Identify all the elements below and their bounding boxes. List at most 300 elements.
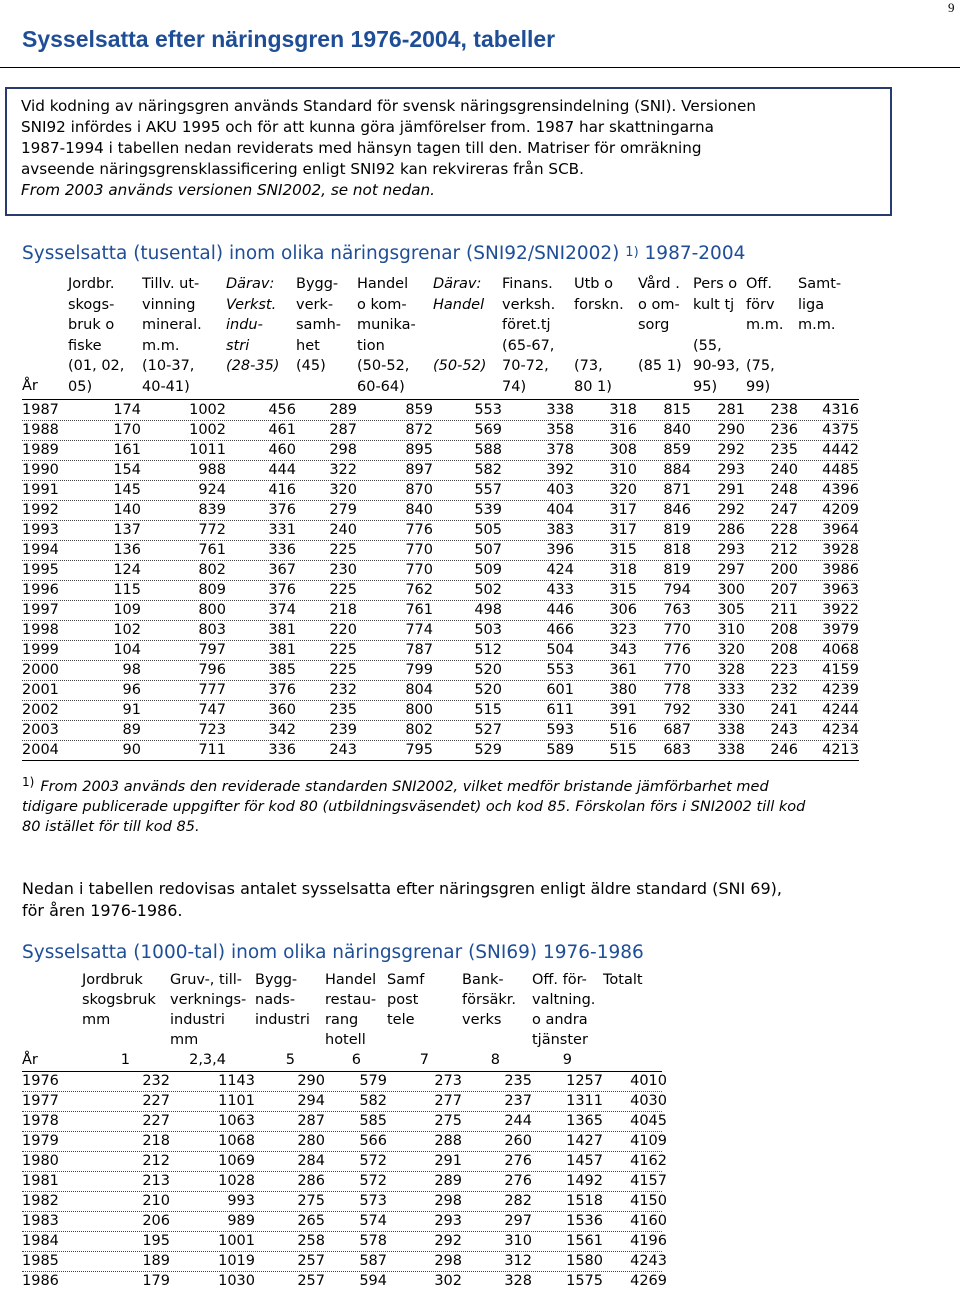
table1-value-cell: 802 bbox=[198, 562, 226, 578]
table1-value-cell: 4244 bbox=[822, 702, 859, 718]
table1-value-cell: 316 bbox=[609, 422, 637, 438]
table1-header-text: o om- bbox=[638, 296, 680, 313]
table1-value-cell: 90 bbox=[122, 742, 141, 758]
table1-header-text: Finans. bbox=[502, 276, 553, 292]
info-line: avseende näringsgrensklassificering enligt SNI92 kan rekvireras från SCB. bbox=[21, 160, 584, 178]
table1-year-cell: 2003 bbox=[22, 722, 59, 738]
table1-value-cell: 502 bbox=[474, 582, 502, 598]
table2-value-cell: 210 bbox=[142, 1193, 170, 1209]
table1-year-cell: 2002 bbox=[22, 702, 59, 718]
table2-code-header: 8 bbox=[490, 1052, 500, 1068]
table1-value-cell: 154 bbox=[113, 462, 141, 478]
table1-value-cell: 381 bbox=[268, 642, 296, 658]
table1-header-text: samh- bbox=[296, 317, 341, 333]
table1-value-cell: 498 bbox=[474, 602, 502, 618]
table1-value-cell: 318 bbox=[609, 562, 637, 578]
table1-header-text: Jordbr. bbox=[68, 276, 115, 292]
table1-value-cell: 787 bbox=[405, 642, 433, 658]
table1-value-cell: 403 bbox=[546, 482, 574, 498]
table1-value-cell: 292 bbox=[717, 502, 745, 518]
table1-value-cell: 381 bbox=[268, 622, 296, 638]
table1-value-cell: 1002 bbox=[189, 402, 226, 418]
table2-value-cell: 1580 bbox=[566, 1253, 603, 1269]
table1-row-divider bbox=[22, 480, 859, 481]
table2-header-text: Jordbruk bbox=[82, 972, 143, 988]
table2-value-cell: 276 bbox=[504, 1173, 532, 1189]
table1-value-cell: 360 bbox=[268, 702, 296, 718]
table1-value-cell: 747 bbox=[198, 702, 226, 718]
table1-year-cell: 1992 bbox=[22, 502, 59, 518]
table1-value-cell: 761 bbox=[198, 542, 226, 558]
table1-value-cell: 895 bbox=[405, 442, 433, 458]
table1-value-cell: 300 bbox=[717, 582, 745, 598]
table2-header-text: Bank- bbox=[462, 972, 504, 988]
table2-row-divider bbox=[22, 1251, 662, 1252]
table1-value-cell: 504 bbox=[546, 642, 574, 658]
table1-header-text: 70-72, bbox=[502, 358, 549, 374]
table1-value-cell: 815 bbox=[663, 402, 691, 418]
table1-value-cell: 4396 bbox=[822, 482, 859, 498]
table2-value-cell: 276 bbox=[504, 1153, 532, 1169]
table1-value-cell: 460 bbox=[268, 442, 296, 458]
table1-value-cell: 336 bbox=[268, 542, 296, 558]
table1-value-cell: 507 bbox=[474, 542, 502, 558]
table2-year-cell: 1981 bbox=[22, 1173, 59, 1189]
table2-value-cell: 293 bbox=[434, 1213, 462, 1229]
table1-value-cell: 4068 bbox=[822, 642, 859, 658]
table2-value-cell: 1427 bbox=[566, 1133, 603, 1149]
table1-title-footnote-marker: 1) bbox=[625, 245, 639, 260]
table1-header-text: (01, 02, bbox=[68, 358, 125, 374]
table1-header-text: förv bbox=[746, 296, 775, 313]
table2-value-cell: 1575 bbox=[566, 1273, 603, 1289]
table1-value-cell: 794 bbox=[663, 582, 691, 598]
table2-value-cell: 1068 bbox=[218, 1133, 255, 1149]
table2-value-cell: 1028 bbox=[218, 1173, 255, 1189]
table1-header-text: Pers o bbox=[693, 276, 738, 292]
table1-header-text: (73, bbox=[574, 358, 603, 374]
table1-value-cell: 96 bbox=[122, 682, 141, 698]
table1-header-text: skogs- bbox=[68, 296, 115, 313]
table1-header-text: Off. bbox=[746, 276, 773, 292]
table2-year-cell: 1982 bbox=[22, 1193, 59, 1209]
table1-value-cell: 762 bbox=[405, 582, 433, 598]
table2-header-text: tjänster bbox=[532, 1032, 588, 1048]
table1-year-cell: 1996 bbox=[22, 582, 59, 598]
table1-value-cell: 248 bbox=[770, 482, 798, 498]
table1-year-cell: 1997 bbox=[22, 602, 59, 618]
table1-value-cell: 444 bbox=[268, 462, 296, 478]
table1-value-cell: 306 bbox=[609, 602, 637, 618]
table1-value-cell: 795 bbox=[405, 742, 433, 758]
table1-value-cell: 292 bbox=[717, 442, 745, 458]
info-line: SNI92 infördes i AKU 1995 och för att kunna göra jämförelser from. 1987 har skattningarna bbox=[21, 118, 714, 136]
table1-value-cell: 174 bbox=[113, 402, 141, 418]
table1-value-cell: 509 bbox=[474, 562, 502, 578]
table2-value-cell: 594 bbox=[359, 1273, 387, 1289]
table2-value-cell: 1143 bbox=[218, 1073, 255, 1089]
table2-value-cell: 4030 bbox=[630, 1093, 667, 1109]
table1-value-cell: 109 bbox=[113, 602, 141, 618]
table1-value-cell: 287 bbox=[329, 422, 357, 438]
table1-value-cell: 461 bbox=[268, 422, 296, 438]
table1-value-cell: 338 bbox=[717, 742, 745, 758]
table1-value-cell: 228 bbox=[770, 522, 798, 538]
table1-value-cell: 4316 bbox=[822, 402, 859, 418]
paragraph-line: Nedan i tabellen redovisas antalet sysselsatta efter näringsgren enligt äldre standard (SNI 69), bbox=[22, 879, 782, 898]
table2-value-cell: 275 bbox=[434, 1113, 462, 1129]
table1-header-text: (65-67, bbox=[502, 337, 555, 354]
table1-value-cell: 308 bbox=[609, 442, 637, 458]
table1-value-cell: 218 bbox=[329, 602, 357, 618]
table2-code-header: 1 bbox=[120, 1052, 130, 1068]
table1-header-text: Vård . bbox=[638, 276, 680, 292]
table2-row-divider bbox=[22, 1111, 662, 1112]
table1-value-cell: 331 bbox=[268, 522, 296, 538]
table1-value-cell: 3964 bbox=[822, 522, 859, 538]
table1-value-cell: 529 bbox=[474, 742, 502, 758]
table1-header-text: Verkst. bbox=[226, 296, 277, 313]
table2-value-cell: 572 bbox=[359, 1153, 387, 1169]
table1-value-cell: 170 bbox=[113, 422, 141, 438]
table1-value-cell: 4442 bbox=[822, 442, 859, 458]
table2-value-cell: 4157 bbox=[630, 1173, 667, 1189]
footnote-marker: 1) bbox=[22, 775, 35, 789]
table1-value-cell: 512 bbox=[474, 642, 502, 658]
table1-value-cell: 320 bbox=[609, 482, 637, 498]
table2-row-divider bbox=[22, 1131, 662, 1132]
table2-year-cell: 1985 bbox=[22, 1253, 59, 1269]
table2-value-cell: 4196 bbox=[630, 1233, 667, 1249]
title-rule bbox=[0, 67, 960, 68]
table1-row-divider bbox=[22, 620, 859, 621]
table1-value-cell: 376 bbox=[268, 502, 296, 518]
table1-value-cell: 770 bbox=[405, 542, 433, 558]
table1-value-cell: 988 bbox=[198, 462, 226, 478]
table1-row-divider bbox=[22, 640, 859, 641]
table1-value-cell: 3986 bbox=[822, 562, 859, 578]
info-line: Vid kodning av näringsgren används Standard för svensk näringsgrensindelning (SNI). Versionen bbox=[21, 97, 756, 115]
table1-value-cell: 392 bbox=[546, 462, 574, 478]
table1-value-cell: 818 bbox=[663, 542, 691, 558]
table1-value-cell: 433 bbox=[546, 582, 574, 598]
table1-row-divider bbox=[22, 700, 859, 701]
table1-value-cell: 291 bbox=[717, 482, 745, 498]
table2-value-cell: 179 bbox=[142, 1273, 170, 1289]
table2-value-cell: 1019 bbox=[218, 1253, 255, 1269]
table2-year-cell: 1978 bbox=[22, 1113, 59, 1129]
table1-value-cell: 376 bbox=[268, 582, 296, 598]
table2-value-cell: 277 bbox=[434, 1093, 462, 1109]
table1-header-text: (45) bbox=[296, 358, 326, 374]
table1-value-cell: 243 bbox=[329, 742, 357, 758]
table1-value-cell: 687 bbox=[663, 722, 691, 738]
table1-value-cell: 102 bbox=[113, 622, 141, 638]
table1-header-text: Handel bbox=[433, 296, 485, 313]
table1-value-cell: 208 bbox=[770, 642, 798, 658]
table1-value-cell: 225 bbox=[329, 642, 357, 658]
table2-year-header: År bbox=[22, 1052, 38, 1068]
table2-year-cell: 1980 bbox=[22, 1153, 59, 1169]
table1-value-cell: 840 bbox=[405, 502, 433, 518]
table1-value-cell: 297 bbox=[717, 562, 745, 578]
table1-value-cell: 582 bbox=[474, 462, 502, 478]
table2-value-cell: 286 bbox=[297, 1173, 325, 1189]
footnote bbox=[22, 777, 872, 837]
table1-value-cell: 723 bbox=[198, 722, 226, 738]
table1-row-divider bbox=[22, 680, 859, 681]
table1-value-cell: 136 bbox=[113, 542, 141, 558]
table1-value-cell: 3928 bbox=[822, 542, 859, 558]
table1-value-cell: 897 bbox=[405, 462, 433, 478]
table1-value-cell: 871 bbox=[663, 482, 691, 498]
table1-value-cell: 800 bbox=[198, 602, 226, 618]
table1-value-cell: 819 bbox=[663, 522, 691, 538]
table1-year-cell: 1987 bbox=[22, 402, 59, 418]
table1-header-text: 40-41) bbox=[142, 378, 190, 395]
table1-value-cell: 358 bbox=[546, 422, 574, 438]
table1-year-cell: 1998 bbox=[22, 622, 59, 638]
table2-value-cell: 294 bbox=[297, 1093, 325, 1109]
table1-value-cell: 553 bbox=[474, 402, 502, 418]
table2-value-cell: 1536 bbox=[566, 1213, 603, 1229]
table1-row-divider bbox=[22, 420, 859, 421]
table1-header-text: (85 1) bbox=[638, 358, 682, 374]
table2-value-cell: 237 bbox=[504, 1093, 532, 1109]
table1-value-cell: 776 bbox=[405, 522, 433, 538]
footnote-line: From 2003 används den reviderade standarden SNI2002, vilket medför bristande jämförbarhet med bbox=[40, 779, 769, 795]
table2-value-cell: 275 bbox=[297, 1193, 325, 1209]
table2-value-cell: 312 bbox=[504, 1253, 532, 1269]
table2-code-header: 9 bbox=[562, 1052, 572, 1068]
table1-value-cell: 761 bbox=[405, 602, 433, 618]
table1-header-text: stri bbox=[226, 337, 250, 354]
table1-value-cell: 859 bbox=[405, 402, 433, 418]
table1-value-cell: 223 bbox=[770, 662, 798, 678]
table1-value-cell: 305 bbox=[717, 602, 745, 618]
table1-value-cell: 225 bbox=[329, 542, 357, 558]
table1-value-cell: 4209 bbox=[822, 502, 859, 518]
table1-row-divider bbox=[22, 600, 859, 601]
table1-value-cell: 777 bbox=[198, 682, 226, 698]
table1-title-years: 1987-2004 bbox=[644, 243, 746, 264]
table1-header-text: verk- bbox=[296, 296, 334, 313]
table1-header-text: indu- bbox=[226, 317, 263, 333]
table2-header-text: Handel bbox=[325, 972, 377, 988]
table1-title bbox=[22, 243, 745, 264]
table1-value-cell: 840 bbox=[663, 422, 691, 438]
table1-year-cell: 1999 bbox=[22, 642, 59, 658]
table1-header-text: Tillv. ut- bbox=[142, 276, 200, 292]
table1-value-cell: 320 bbox=[717, 642, 745, 658]
table1-row-divider bbox=[22, 580, 859, 581]
table2-value-cell: 4160 bbox=[630, 1213, 667, 1229]
table2-value-cell: 585 bbox=[359, 1113, 387, 1129]
table1-value-cell: 289 bbox=[329, 402, 357, 418]
table1-header-text: 80 1) bbox=[574, 378, 612, 395]
table1-value-cell: 870 bbox=[405, 482, 433, 498]
table2-value-cell: 1365 bbox=[566, 1113, 603, 1129]
table2-value-cell: 4162 bbox=[630, 1153, 667, 1169]
table1-value-cell: 589 bbox=[546, 742, 574, 758]
table1-value-cell: 374 bbox=[268, 602, 296, 618]
table1-value-cell: 884 bbox=[663, 462, 691, 478]
table1-value-cell: 4234 bbox=[822, 722, 859, 738]
table1-value-cell: 4159 bbox=[822, 662, 859, 678]
table1-value-cell: 220 bbox=[329, 622, 357, 638]
table1-value-cell: 115 bbox=[113, 582, 141, 598]
table1-header-text: kult tj bbox=[693, 296, 735, 313]
table2-header-text: o andra bbox=[532, 1012, 588, 1028]
table1-header-text: Därav: bbox=[226, 276, 275, 292]
table1-header-text: (55, bbox=[693, 337, 722, 354]
table1-value-cell: 515 bbox=[609, 742, 637, 758]
table1-value-cell: 161 bbox=[113, 442, 141, 458]
table1-value-cell: 539 bbox=[474, 502, 502, 518]
table1-value-cell: 315 bbox=[609, 542, 637, 558]
info-box bbox=[5, 87, 892, 216]
table2-value-cell: 587 bbox=[359, 1253, 387, 1269]
table1-value-cell: 416 bbox=[268, 482, 296, 498]
table2-value-cell: 195 bbox=[142, 1233, 170, 1249]
table1-value-cell: 557 bbox=[474, 482, 502, 498]
table2-value-cell: 4109 bbox=[630, 1133, 667, 1149]
table2-value-cell: 232 bbox=[142, 1073, 170, 1089]
table1-header-text: Samt- bbox=[798, 276, 842, 292]
table2-value-cell: 206 bbox=[142, 1213, 170, 1229]
table1-value-cell: 520 bbox=[474, 662, 502, 678]
table2-value-cell: 993 bbox=[227, 1193, 255, 1209]
table1-value-cell: 315 bbox=[609, 582, 637, 598]
table2-value-cell: 4243 bbox=[630, 1253, 667, 1269]
table1-value-cell: 323 bbox=[609, 622, 637, 638]
table2-row-divider bbox=[22, 1191, 662, 1192]
table1-value-cell: 803 bbox=[198, 622, 226, 638]
table2-value-cell: 574 bbox=[359, 1213, 387, 1229]
table1-value-cell: 281 bbox=[717, 402, 745, 418]
table2-header-text: industri bbox=[170, 1012, 225, 1028]
table2-header-text: verks bbox=[462, 1012, 502, 1028]
table2-value-cell: 213 bbox=[142, 1173, 170, 1189]
table1-value-cell: 89 bbox=[122, 722, 141, 738]
table2-value-cell: 1518 bbox=[566, 1193, 603, 1209]
table1-title-text: Sysselsatta (tusental) inom olika näringsgrenar (SNI92/SNI2002) bbox=[22, 243, 620, 264]
table1-value-cell: 802 bbox=[405, 722, 433, 738]
table1-value-cell: 4239 bbox=[822, 682, 859, 698]
table2-code-header: 6 bbox=[351, 1052, 361, 1068]
table1-year-cell: 1988 bbox=[22, 422, 59, 438]
table1-value-cell: 505 bbox=[474, 522, 502, 538]
table1-value-cell: 809 bbox=[198, 582, 226, 598]
table2-year-cell: 1983 bbox=[22, 1213, 59, 1229]
table1-value-cell: 336 bbox=[268, 742, 296, 758]
table1-value-cell: 310 bbox=[717, 622, 745, 638]
table1-year-cell: 1994 bbox=[22, 542, 59, 558]
table1-value-cell: 238 bbox=[770, 402, 798, 418]
page-title: Sysselsatta efter näringsgren 1976-2004, tabeller bbox=[22, 26, 556, 52]
table2-value-cell: 235 bbox=[504, 1073, 532, 1089]
table1-value-cell: 770 bbox=[663, 622, 691, 638]
table1-value-cell: 778 bbox=[663, 682, 691, 698]
table2-header-text: Totalt bbox=[603, 972, 643, 988]
table1-value-cell: 3979 bbox=[822, 622, 859, 638]
table2-value-cell: 566 bbox=[359, 1133, 387, 1149]
table2-value-cell: 4269 bbox=[630, 1273, 667, 1289]
table1-row-divider bbox=[22, 520, 859, 521]
table1-value-cell: 342 bbox=[268, 722, 296, 738]
table1-header-text: fiske bbox=[68, 337, 102, 354]
table1-value-cell: 683 bbox=[663, 742, 691, 758]
table2-value-cell: 579 bbox=[359, 1073, 387, 1089]
table1-value-cell: 1011 bbox=[189, 442, 226, 458]
table1-year-cell: 1989 bbox=[22, 442, 59, 458]
table2-value-cell: 218 bbox=[142, 1133, 170, 1149]
table2-value-cell: 302 bbox=[434, 1273, 462, 1289]
table1-value-cell: 317 bbox=[609, 522, 637, 538]
table2-code-header: 2,3,4 bbox=[189, 1052, 226, 1068]
table1-value-cell: 516 bbox=[609, 722, 637, 738]
table2-header-text: nads- bbox=[255, 992, 296, 1008]
table1-value-cell: 338 bbox=[717, 722, 745, 738]
table1-value-cell: 391 bbox=[609, 702, 637, 718]
table1-header-rule bbox=[22, 399, 859, 400]
table1-value-cell: 553 bbox=[546, 662, 574, 678]
table1-value-cell: 4485 bbox=[822, 462, 859, 478]
table1-value-cell: 800 bbox=[405, 702, 433, 718]
paragraph-line: för åren 1976-1986. bbox=[22, 901, 183, 920]
table1-header-text: 95) bbox=[693, 378, 718, 395]
table1-value-cell: 3963 bbox=[822, 582, 859, 598]
table1-year-cell: 1991 bbox=[22, 482, 59, 498]
table2-value-cell: 227 bbox=[142, 1113, 170, 1129]
table1-value-cell: 236 bbox=[770, 422, 798, 438]
table1-header-text: munika- bbox=[357, 317, 416, 333]
table1-value-cell: 774 bbox=[405, 622, 433, 638]
table1-year-cell: 1993 bbox=[22, 522, 59, 538]
table2-row-divider bbox=[22, 1151, 662, 1152]
table2-header-text: verknings- bbox=[170, 992, 247, 1008]
table1-value-cell: 796 bbox=[198, 662, 226, 678]
table1-header-text: bruk o bbox=[68, 317, 115, 333]
table1-value-cell: 770 bbox=[663, 662, 691, 678]
table2-value-cell: 244 bbox=[504, 1113, 532, 1129]
table1-value-cell: 293 bbox=[717, 542, 745, 558]
table2-header-text: rang bbox=[325, 1012, 359, 1028]
table2-value-cell: 257 bbox=[297, 1273, 325, 1289]
table1-value-cell: 241 bbox=[770, 702, 798, 718]
table1-header-text: (50-52, bbox=[357, 358, 410, 374]
table2-value-cell: 1030 bbox=[218, 1273, 255, 1289]
table2-value-cell: 212 bbox=[142, 1153, 170, 1169]
table2-value-cell: 257 bbox=[297, 1253, 325, 1269]
table2-value-cell: 1063 bbox=[218, 1113, 255, 1129]
table2-value-cell: 291 bbox=[434, 1153, 462, 1169]
table2-code-header: 5 bbox=[285, 1052, 295, 1068]
page-number: 9 bbox=[948, 0, 955, 15]
table1-value-cell: 235 bbox=[770, 442, 798, 458]
table1-header-text: Handel bbox=[357, 276, 409, 292]
table2-value-cell: 258 bbox=[297, 1233, 325, 1249]
table2-value-cell: 227 bbox=[142, 1093, 170, 1109]
table1-header-text: liga bbox=[798, 296, 825, 313]
table2-value-cell: 189 bbox=[142, 1253, 170, 1269]
table1-value-cell: 91 bbox=[122, 702, 141, 718]
table2-header-text: Samf bbox=[387, 972, 425, 988]
table2-value-cell: 1257 bbox=[566, 1073, 603, 1089]
table1-value-cell: 298 bbox=[329, 442, 357, 458]
table1-value-cell: 527 bbox=[474, 722, 502, 738]
table1-value-cell: 320 bbox=[329, 482, 357, 498]
